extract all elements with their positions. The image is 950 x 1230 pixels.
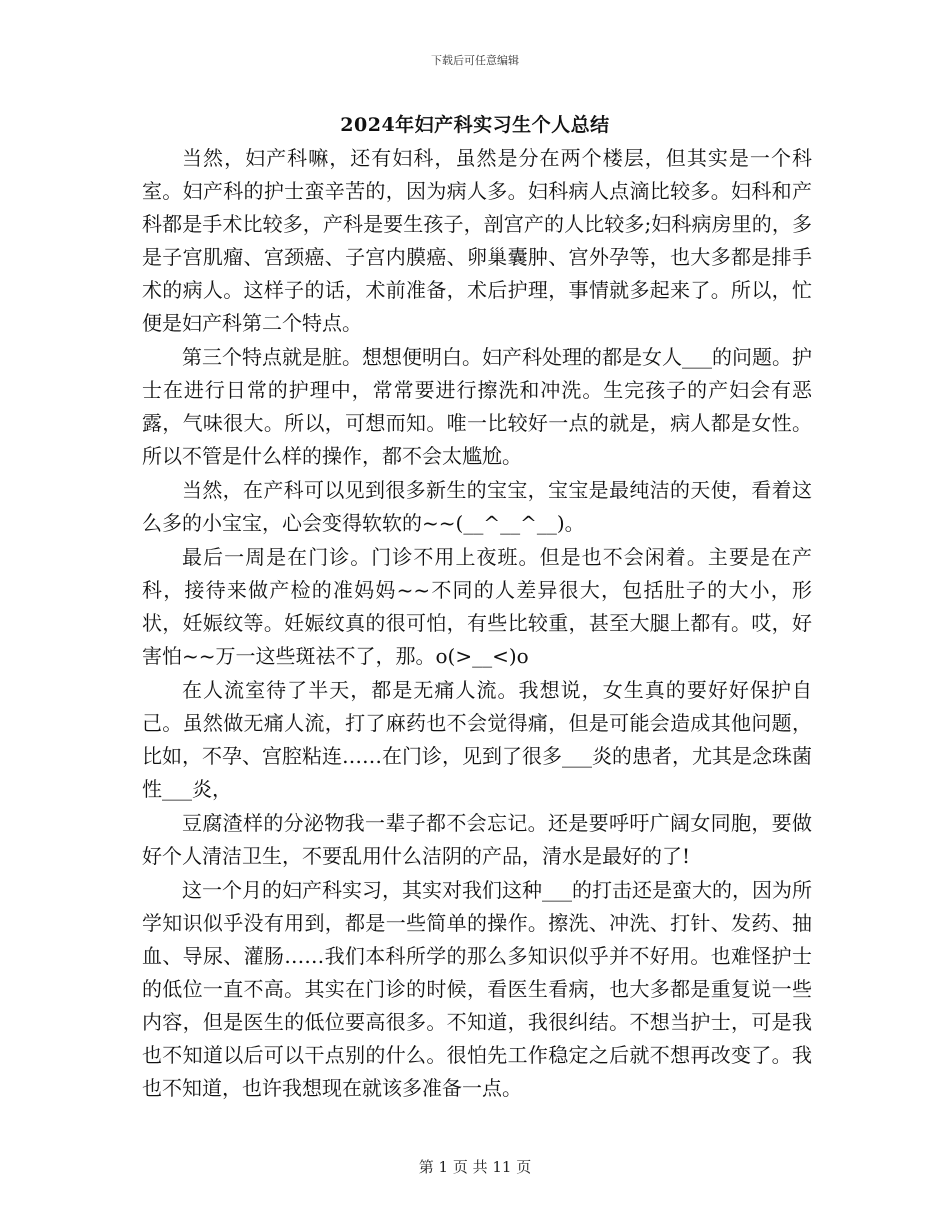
paragraph: 这一个月的妇产科实习，其实对我们这种___的打击还是蛮大的，因为所学知识似乎没有用到，都是一些简单的操作。擦洗、冲洗、打针、发药、抽血、导尿、灌肠……我们本科所学的那么多知识似乎并不好用。也难怪护士的低位一直不高。其实在门诊的时候，看医生看病，也大多都是重复说一些内容，但是医生的低位要高很多。不知道，我很纠结。不想当护士，可是我也不知道以后可以干点别的什么。很怕先工作稳定之后就不想再改变了。我也不知道，也许我想现在就该多准备一点。	[142, 878, 812, 1100]
paragraph: 豆腐渣样的分泌物我一辈子都不会忘记。还是要呼吁广阔女同胞，要做好个人清洁卫生，不要乱用什么洁阴的产品，清水是最好的了!	[142, 811, 812, 868]
paragraph: 在人流室待了半天，都是无痛人流。我想说，女生真的要好好保护自己。虽然做无痛人流，打了麻药也不会觉得痛，但是可能会造成其他问题，比如，不孕、宫腔粘连……在门诊，见到了很多___炎的患者，尤其是念珠菌性___炎，	[142, 678, 812, 801]
page-footer: 第 1 页 共 11 页	[418, 1158, 532, 1176]
paragraph: 当然，在产科可以见到很多新生的宝宝，宝宝是最纯洁的天使，看着这么多的小宝宝，心会变得软软的~~(__^__^__)。	[142, 478, 812, 535]
paragraph: 第三个特点就是脏。想想便明白。妇产科处理的都是女人___的问题。护士在进行日常的护理中，常常要进行擦洗和冲洗。生完孩子的产妇会有恶露，气味很大。所以，可想而知。唯一比较好一点的就是，病人都是女性。所以不管是什么样的操作，都不会太尴尬。	[142, 345, 812, 468]
paragraph: 当然，妇产科嘛，还有妇科，虽然是分在两个楼层，但其实是一个科室。妇产科的护士蛮辛苦的，因为病人多。妇科病人点滴比较多。妇科和产科都是手术比较多，产科是要生孩子，剖宫产的人比较多;妇科病房里的，多是子宫肌瘤、宫颈癌、子宫内膜癌、卵巢囊肿、宫外孕等，也大多都是排手术的病人。这样子的话，术前准备，术后护理，事情就多起来了。所以，忙便是妇产科第二个特点。	[142, 146, 812, 335]
document-title: 2024年妇产科实习生个人总结	[340, 114, 610, 136]
document-body	[142, 142, 812, 1106]
page-header: 下载后可任意编辑	[431, 54, 519, 67]
paragraph: 最后一周是在门诊。门诊不用上夜班。但是也不会闲着。主要是在产科，接待来做产检的准妈妈~~不同的人差异很大，包括肚子的大小，形状，妊娠纹等。妊娠纹真的很可怕，有些比较重，甚至大腿上都有。哎，好害怕~~万一这些斑祛不了，那。o(>__<)o	[142, 545, 812, 668]
